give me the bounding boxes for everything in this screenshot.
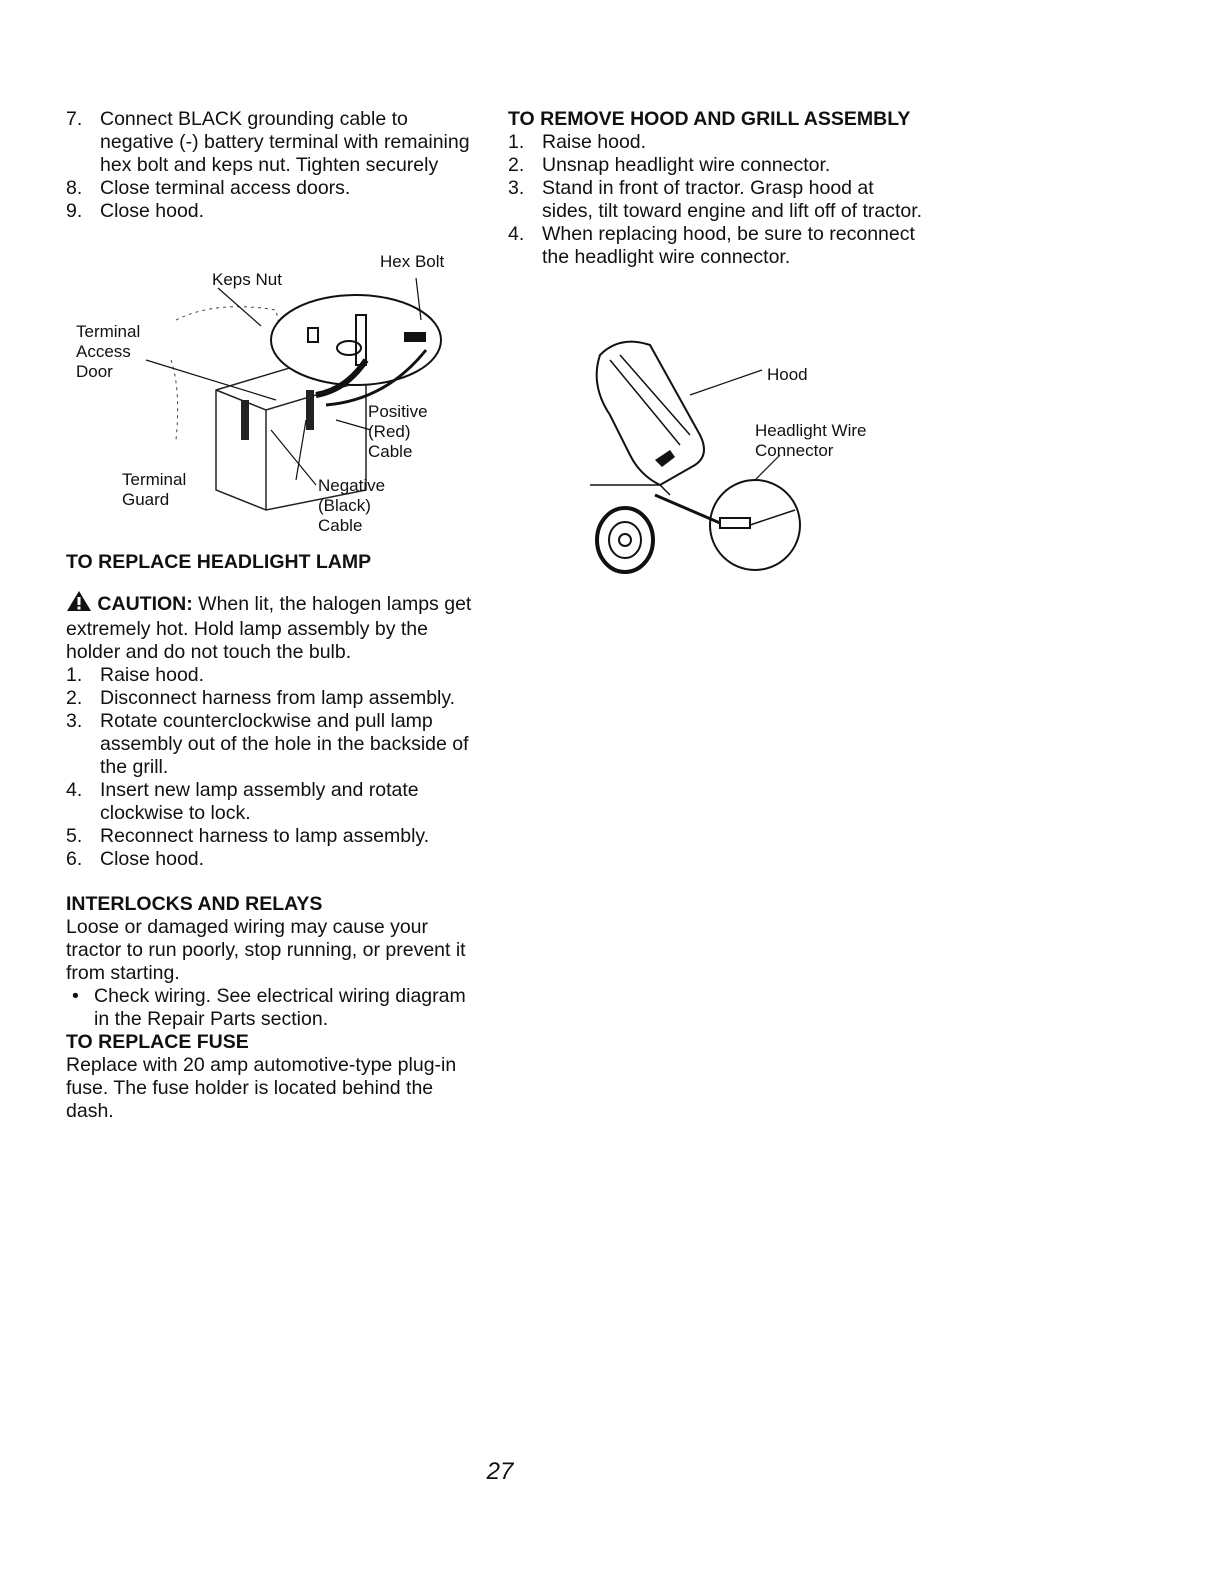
left-column-lower	[66, 551, 486, 1123]
battery-figure	[66, 240, 486, 540]
list-item: 3. Stand in front of tractor. Grasp hood at sides, tilt toward engine and lift off of tractor.	[508, 177, 923, 222]
interlocks-heading: INTERLOCKS AND RELAYS	[66, 893, 323, 915]
headlight-heading: TO REPLACE HEADLIGHT LAMP	[66, 551, 372, 573]
hood-steps	[508, 131, 928, 269]
left-column	[66, 108, 486, 223]
list-item: 7. Connect BLACK grounding cable to negative (-) battery terminal with remaining hex bolt and keps nut. Tighten securely	[66, 108, 470, 176]
fuse-text: Replace with 20 amp automotive-type plug-in fuse. The fuse holder is located behind the dash.	[66, 1054, 457, 1122]
hood-heading: TO REMOVE HOOD AND GRILL ASSEMBLY	[508, 108, 911, 130]
headlight-steps	[66, 664, 486, 871]
caution-label: CAUTION:	[97, 593, 193, 615]
list-item: 2. Disconnect harness from lamp assembly.	[66, 687, 456, 709]
list-item: 5. Reconnect harness to lamp assembly.	[66, 825, 430, 847]
caution-text: When lit, the halogen lamps get extremely hot. Hold lamp assembly by the holder and do not touch the bulb.	[66, 593, 472, 663]
hood-label: Hood	[767, 365, 808, 384]
terminal-access-door-label: Terminal Access Door	[76, 322, 141, 381]
list-item: 4. When replacing hood, be sure to reconnect the headlight wire connector.	[508, 223, 915, 268]
terminal-guard-label: Terminal Guard	[122, 470, 187, 509]
list-item: 2. Unsnap headlight wire connector.	[508, 154, 831, 176]
bullet-icon: •	[72, 985, 79, 1007]
list-item: 1. Raise hood.	[508, 131, 647, 153]
caution-warning-icon	[66, 590, 92, 618]
list-item: 8. Close terminal access doors.	[66, 177, 351, 199]
hood-illustration	[580, 335, 920, 585]
positive-cable-label: Positive (Red) Cable	[368, 402, 428, 461]
list-item: 6. Close hood.	[66, 848, 205, 870]
list-item: 1. Raise hood.	[66, 664, 205, 686]
caution-block	[66, 590, 486, 664]
list-item: 3. Rotate counterclockwise and pull lamp assembly out of the hole in the backside of the grill.	[66, 710, 469, 778]
keps-nut-label: Keps Nut	[212, 270, 282, 289]
fuse-heading: TO REPLACE FUSE	[66, 1031, 249, 1053]
list-item: 4. Insert new lamp assembly and rotate clockwise to lock.	[66, 779, 419, 824]
negative-cable-label: Negative (Black) Cable	[318, 476, 386, 535]
battery-steps	[66, 108, 486, 223]
page-number: 27	[486, 1458, 514, 1485]
headlight-connector-label: Headlight Wire Connector	[755, 421, 867, 460]
hood-figure	[580, 335, 920, 585]
interlocks-bullet: • Check wiring. See electrical wiring diagram in the Repair Parts section.	[72, 985, 466, 1030]
right-column	[508, 108, 928, 269]
interlocks-text: Loose or damaged wiring may cause your tractor to run poorly, stop running, or prevent it from starting.	[66, 916, 466, 984]
list-item: 9. Close hood.	[66, 200, 205, 222]
hex-bolt-label: Hex Bolt	[380, 252, 445, 271]
